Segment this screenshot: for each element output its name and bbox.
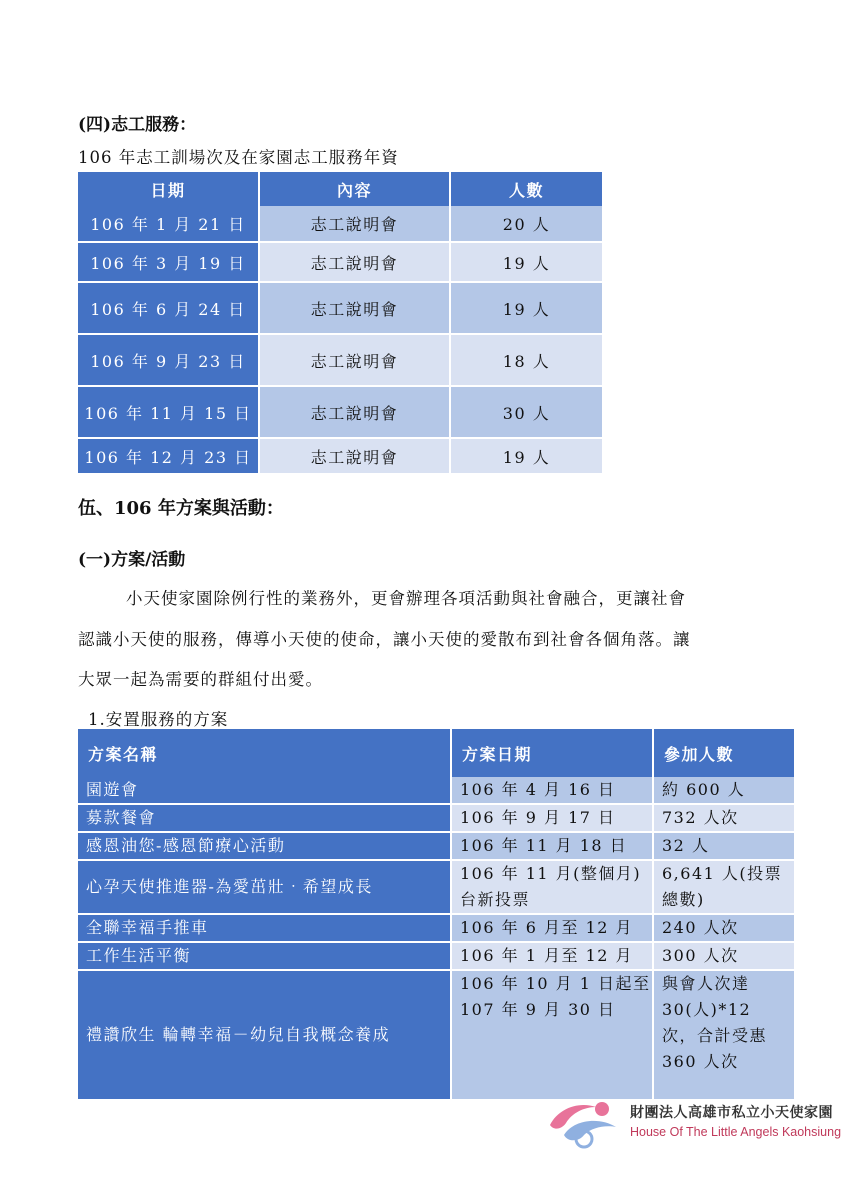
program-count: 約 600 人 [653, 777, 794, 804]
table-header-content: 內容 [259, 172, 450, 206]
program-date-line: 台新投票 [460, 890, 531, 909]
row-content: 志工說明會 [259, 334, 450, 386]
table-row [78, 777, 794, 804]
program-date-line: 106 年 10 月 1 日起至 [460, 974, 651, 993]
table-header-program-date: 方案日期 [451, 729, 653, 777]
table-row [78, 832, 794, 860]
table-row [78, 860, 794, 914]
row-count: 18 人 [450, 334, 602, 386]
program-table [78, 729, 794, 1101]
row-date: 106 年 12 月 23 日 [78, 438, 259, 474]
program-name: 園遊會 [78, 777, 451, 804]
table-row [78, 970, 794, 1100]
angel-logo-icon [544, 1095, 628, 1151]
row-content: 志工說明會 [259, 206, 450, 242]
program-count: 32 人 [653, 832, 794, 860]
program-count-line: 與會人次達 [662, 974, 750, 993]
list-heading: 1.安置服務的方案 [88, 710, 229, 729]
program-name: 禮讚欣生 輪轉幸福－幼兒自我概念養成 [78, 970, 451, 1100]
program-count [653, 860, 794, 914]
program-name: 全聯幸福手推車 [78, 914, 451, 942]
row-date: 106 年 3 月 19 日 [78, 242, 259, 282]
program-count-line: 360 人次 [662, 1052, 739, 1071]
program-date: 106 年 9 月 17 日 [451, 804, 653, 832]
table-row [78, 942, 794, 970]
table-header-program-name: 方案名稱 [78, 729, 451, 777]
table-header-participants: 參加人數 [653, 729, 794, 777]
table-row [78, 386, 602, 438]
table-row [78, 206, 602, 242]
table-row [78, 438, 602, 474]
row-count: 20 人 [450, 206, 602, 242]
program-date [451, 860, 653, 914]
table-row [78, 804, 794, 832]
program-count-line: 次，合計受惠 [662, 1026, 768, 1045]
section-heading-programs: 伍、106 年方案與活動： [78, 498, 284, 519]
row-content: 志工說明會 [259, 386, 450, 438]
program-name: 心孕天使推進器-為愛茁壯‧希望成長 [78, 860, 451, 914]
program-date-line: 106 年 11 月(整個月) [460, 864, 642, 883]
row-date: 106 年 1 月 21 日 [78, 206, 259, 242]
paragraph-line-2: 認識小天使的服務，傳導小天使的使命，讓小天使的愛散布到社會各個角落。讓 [78, 630, 691, 649]
row-count: 30 人 [450, 386, 602, 438]
program-name: 募款餐會 [78, 804, 451, 832]
table-row [78, 914, 794, 942]
table-row [78, 334, 602, 386]
program-date: 106 年 4 月 16 日 [451, 777, 653, 804]
row-content: 志工說明會 [259, 282, 450, 334]
table-header-date: 日期 [78, 172, 259, 206]
row-date: 106 年 9 月 23 日 [78, 334, 259, 386]
paragraph-line-1: 小天使家園除例行性的業務外，更會辦理各項活動與社會融合，更讓社會 [126, 589, 686, 608]
logo-name-zh: 財團法人高雄市私立小天使家園 [630, 1105, 833, 1121]
program-date-line: 107 年 9 月 30 日 [460, 1000, 616, 1019]
program-count: 240 人次 [653, 914, 794, 942]
program-count-line: 6,641 人(投票 [662, 864, 783, 883]
row-count: 19 人 [450, 242, 602, 282]
logo-name-en: House Of The Little Angels Kaohsiung [630, 1125, 842, 1139]
row-date: 106 年 6 月 24 日 [78, 282, 259, 334]
program-date: 106 年 6 月至 12 月 [451, 914, 653, 942]
organization-logo [544, 1095, 842, 1151]
row-content: 志工說明會 [259, 438, 450, 474]
program-date: 106 年 1 月至 12 月 [451, 942, 653, 970]
program-name: 工作生活平衡 [78, 942, 451, 970]
row-count: 19 人 [450, 282, 602, 334]
subsection-heading: (一)方案/活動 [78, 550, 186, 570]
program-name: 感恩油您-感恩節療心活動 [78, 832, 451, 860]
table-row [78, 282, 602, 334]
paragraph-line-3: 大眾一起為需要的群組付出愛。 [78, 670, 323, 689]
program-count: 300 人次 [653, 942, 794, 970]
row-content: 志工說明會 [259, 242, 450, 282]
program-count-line: 總數) [662, 890, 705, 909]
row-date: 106 年 11 月 15 日 [78, 386, 259, 438]
section-heading-volunteer: (四)志工服務： [78, 115, 197, 135]
program-date [451, 970, 653, 1100]
program-count-line: 30(人)*12 [662, 1000, 752, 1019]
program-count: 732 人次 [653, 804, 794, 832]
table-header-count: 人數 [450, 172, 602, 206]
volunteer-training-table [78, 172, 602, 475]
table-caption: 106 年志工訓場次及在家園志工服務年資 [78, 148, 399, 167]
program-count [653, 970, 794, 1100]
table-row [78, 242, 602, 282]
program-date: 106 年 11 月 18 日 [451, 832, 653, 860]
row-count: 19 人 [450, 438, 602, 474]
